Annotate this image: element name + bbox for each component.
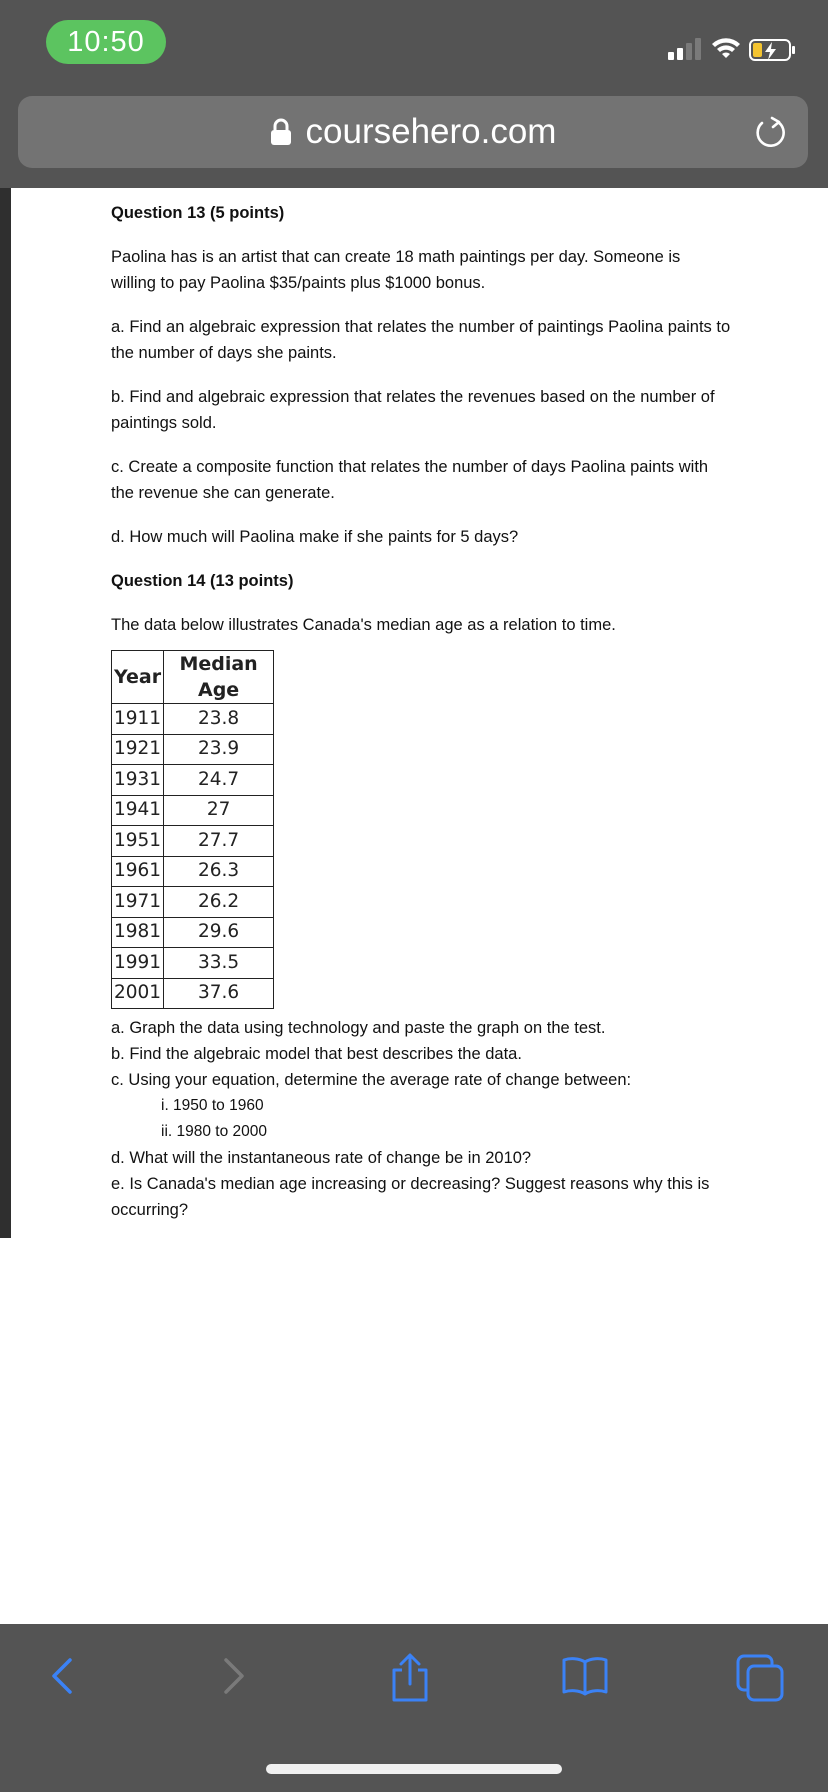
q14-part-b: b. Find the algebraic model that best describes the data.: [111, 1045, 522, 1063]
q14-part-c: c. Using your equation, determine the average rate of change between:: [111, 1071, 632, 1089]
table-cell-year: 1951: [112, 826, 164, 857]
reload-icon[interactable]: [752, 114, 788, 150]
q14-intro: The data below illustrates Canada's median age as a relation to time.: [111, 616, 616, 634]
question-14-title: Question 14 (13 points): [111, 572, 294, 590]
bookmarks-icon[interactable]: [560, 1652, 610, 1700]
table-cell-year: 1971: [112, 887, 164, 918]
q14-part-c-ii: ii. 1980 to 2000: [161, 1123, 268, 1140]
table-cell-year: 1961: [112, 856, 164, 887]
table-cell-year: 1911: [112, 704, 164, 735]
address-bar[interactable]: [18, 96, 808, 168]
home-indicator[interactable]: [266, 1764, 562, 1774]
browser-top-bar: [0, 0, 828, 188]
table-cell-year: 1941: [112, 795, 164, 826]
table-cell-year: 1991: [112, 948, 164, 979]
q13-part-a-line-1: a. Find an algebraic expression that relates the number of paintings Paolina paints to: [111, 318, 731, 336]
q14-part-e-line-2: occurring?: [111, 1201, 189, 1219]
table-header-row: [112, 651, 274, 704]
table-cell-year: 1981: [112, 917, 164, 948]
table-row: [112, 978, 274, 1009]
url-text: coursehero.com: [305, 112, 557, 151]
table-row: [112, 765, 274, 796]
table-header-year: Year: [112, 651, 164, 704]
share-icon[interactable]: [388, 1652, 432, 1704]
question-13-title: Question 13 (5 points): [111, 204, 285, 222]
table-row: [112, 704, 274, 735]
table-cell-year: 2001: [112, 978, 164, 1009]
table-row: [112, 734, 274, 765]
q13-intro-line-2: willing to pay Paolina $35/paints plus $1000 bonus.: [111, 274, 486, 292]
status-icons: [668, 36, 798, 66]
q14-part-e-line-1: e. Is Canada's median age increasing or decreasing? Suggest reasons why this is: [111, 1175, 710, 1193]
q13-part-a-line-2: the number of days she paints.: [111, 344, 337, 362]
battery-charging-icon: [750, 40, 795, 60]
q13-part-b-line-1: b. Find and algebraic expression that relates the revenues based on the number of: [111, 388, 715, 406]
q13-intro-line-1: Paolina has is an artist that can create 18 math paintings per day. Someone is: [111, 248, 681, 266]
table-cell-median-age: 29.6: [164, 917, 274, 948]
q14-part-a: a. Graph the data using technology and paste the graph on the test.: [111, 1019, 606, 1037]
table-cell-median-age: 24.7: [164, 765, 274, 796]
back-icon[interactable]: [44, 1652, 80, 1700]
q13-part-b-line-2: paintings sold.: [111, 414, 217, 432]
table-row: [112, 917, 274, 948]
table-cell-median-age: 27: [164, 795, 274, 826]
q14-part-c-i: i. 1950 to 1960: [161, 1097, 264, 1114]
table-cell-median-age: 33.5: [164, 948, 274, 979]
forward-icon[interactable]: [216, 1652, 252, 1700]
browser-bottom-toolbar: [0, 1624, 828, 1792]
table-row: [112, 826, 274, 857]
table-cell-year: 1931: [112, 765, 164, 796]
table-cell-median-age: 26.3: [164, 856, 274, 887]
table-row: [112, 795, 274, 826]
table-cell-median-age: 23.9: [164, 734, 274, 765]
table-header-median-age: Median Age: [164, 651, 274, 704]
q13-part-d: d. How much will Paolina make if she paints for 5 days?: [111, 528, 519, 546]
wifi-icon: [712, 38, 740, 58]
table-row: [112, 948, 274, 979]
document-content: [111, 200, 771, 1223]
table-cell-median-age: 27.7: [164, 826, 274, 857]
page-left-edge: [0, 188, 11, 1238]
tabs-icon[interactable]: [734, 1652, 786, 1704]
lock-icon: [270, 118, 292, 146]
table-cell-year: 1921: [112, 734, 164, 765]
q14-part-d: d. What will the instantaneous rate of change be in 2010?: [111, 1149, 532, 1167]
status-time: 10:50: [46, 20, 166, 64]
table-row: [112, 887, 274, 918]
q13-part-c-line-2: the revenue she can generate.: [111, 484, 335, 502]
q13-part-c-line-1: c. Create a composite function that relates the number of days Paolina paints with: [111, 458, 709, 476]
table-cell-median-age: 26.2: [164, 887, 274, 918]
table-cell-median-age: 23.8: [164, 704, 274, 735]
cellular-signal-icon: [668, 38, 701, 60]
table-cell-median-age: 37.6: [164, 978, 274, 1009]
table-row: [112, 856, 274, 887]
median-age-table: [111, 650, 274, 1009]
